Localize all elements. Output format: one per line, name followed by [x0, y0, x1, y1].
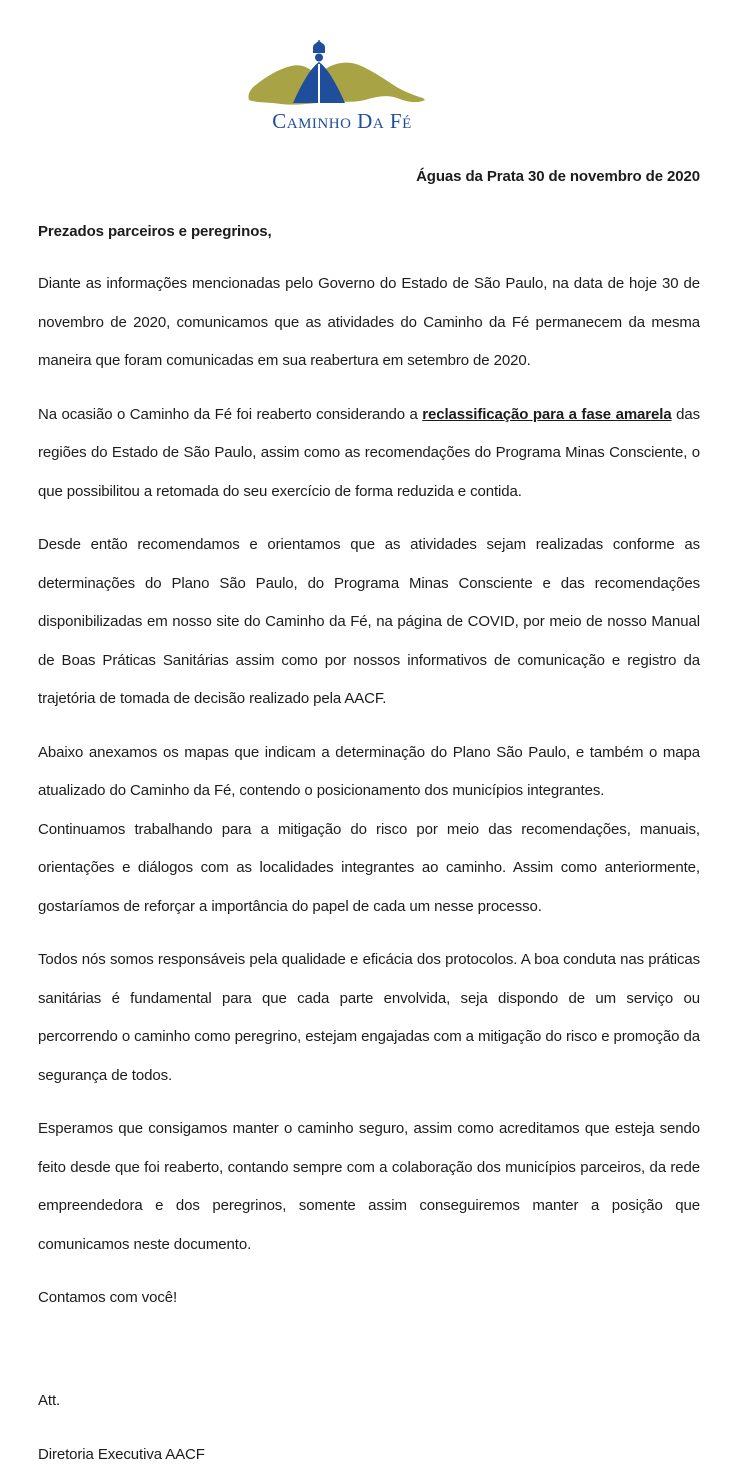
paragraph-5: Continuamos trabalhando para a mitigação do risco por meio das recomendações, manuais, orientações e diálogos com as localidades integrantes ao caminho. Assim como anteriormente, gostaríamos de reforçar a importância do papel de cada um nesse processo.: [38, 820, 700, 915]
salutation: Prezados parceiros e peregrinos,: [38, 222, 272, 240]
paragraph-4: Abaixo anexamos os mapas que indicam a determinação do Plano São Paulo, e também o mapa atualizado do Caminho da Fé, contendo o posicionamento dos municípios integrantes.: [38, 743, 700, 799]
paragraph-7: Esperamos que consigamos manter o caminho seguro, assim como acreditamos que esteja sendo feito desde que foi reaberto, contando sempre com a colaboração dos municípios parceiros, da rede empreendedora e dos peregrinos, somente assim conseguiremos manter a posição que comunicamos neste documento.: [38, 1120, 700, 1253]
paragraph-2-pre: Na ocasião o Caminho da Fé foi reaberto considerando a: [38, 405, 423, 423]
paragraph-6: Todos nós somos responsáveis pela qualidade e eficácia dos protocolos. A boa conduta nas práticas sanitárias é fundamental para que cada parte envolvida, seja dispondo de um serviço ou percorrendo o caminho como peregrino, estejam engajadas com a mitigação do risco e promoção da segurança de todos.: [38, 951, 700, 1084]
highlighted-phrase: reclassificação para a fase amarela: [422, 405, 672, 423]
date-line: Águas da Prata 30 de novembro de 2020: [416, 168, 700, 185]
signature: Diretoria Executiva AACF: [38, 1446, 205, 1463]
paragraph-2-post: das regiões do Estado de São Paulo, assim como as recomendações do Programa Minas Consciente, o que possibilitou a retomada do seu exercício de forma reduzida e contida.: [38, 405, 700, 500]
paragraph-1: Diante as informações mencionadas pelo Governo do Estado de São Paulo, na data de hoje 30 de novembro de 2020, comunicamos que as atividades do Caminho da Fé permanecem da mesma maneira que foram comunicadas em sua reabertura em setembro de 2020.: [38, 275, 700, 369]
closing-line: Contamos com você!: [38, 1289, 178, 1306]
logo-image: [247, 40, 437, 106]
paragraph-3: Desde então recomendamos e orientamos que as atividades sejam realizadas conforme as determinações do Plano São Paulo, do Programa Minas Consciente e das recomendações disponibilizadas em nosso site do Caminho da Fé, na página de COVID, por meio de nosso Manual de Boas Práticas Sanitárias assim como por nossos informativos de comunicação e registro da trajetória de tomada de decisão realizado pela AACF.: [38, 536, 700, 707]
logo-wordmark: Caminho Da Fé: [272, 109, 412, 133]
signoff: Att.: [38, 1391, 61, 1409]
caminho-da-fe-logo: [247, 40, 437, 134]
paragraph-2: [38, 396, 700, 512]
